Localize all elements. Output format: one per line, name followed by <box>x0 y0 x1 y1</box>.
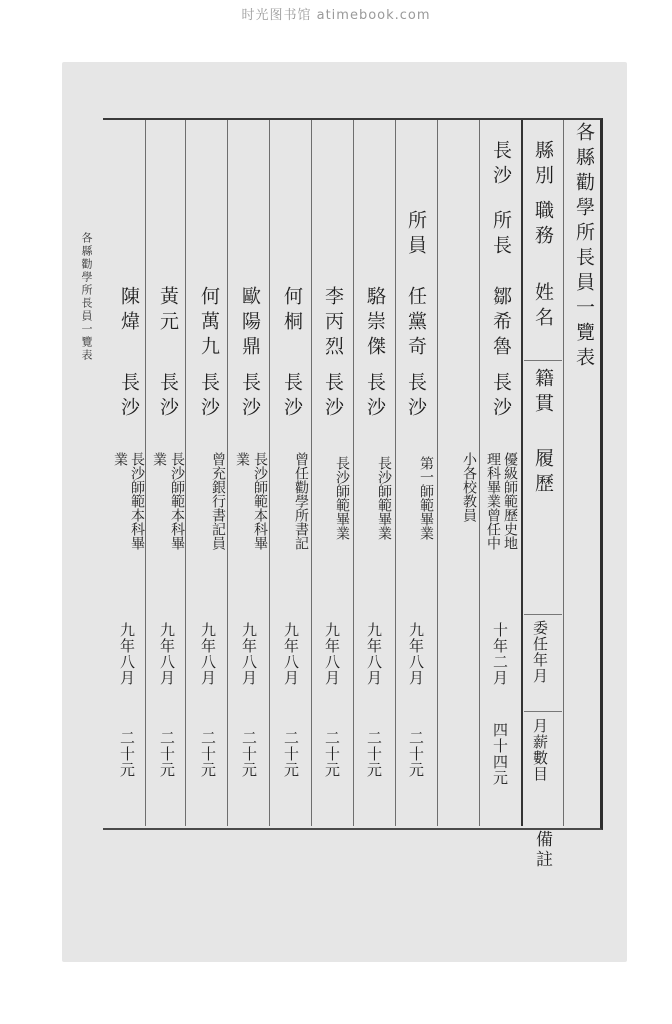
cell-salary: 二十元 <box>199 730 217 778</box>
cell-appointed: 九年八月 <box>158 622 176 686</box>
header-post: 職務 <box>532 200 554 250</box>
cell-career: 長沙師範本科畢 <box>252 452 268 550</box>
cell-county: 長沙 <box>490 140 512 190</box>
header-county: 縣別 <box>532 140 554 190</box>
cell-name: 駱崇傑 <box>364 286 386 361</box>
cell-name: 何桐 <box>281 286 303 336</box>
cell-career: 業 <box>234 452 250 466</box>
cell-native: 長沙 <box>281 372 303 422</box>
cell-career: 長沙師範畢業 <box>376 456 392 540</box>
table-title: 各縣勸學所長員一覽表 <box>573 122 595 372</box>
cell-native: 長沙 <box>364 372 386 422</box>
cell-appointed: 十年二月 <box>491 622 509 686</box>
cell-career: 業 <box>112 452 128 466</box>
cell-career: 業 <box>151 452 167 466</box>
rule <box>395 120 396 826</box>
cell-name: 黃元 <box>157 286 179 336</box>
cell-appointed: 九年八月 <box>407 622 425 686</box>
margin-title: 各縣勸學所長員一覽表 <box>80 232 93 362</box>
cell-salary: 二十元 <box>407 730 425 778</box>
header-career: 履歷 <box>532 448 554 498</box>
rule <box>563 120 564 826</box>
cell-name: 何萬九 <box>198 286 220 361</box>
rule <box>524 711 562 712</box>
cell-salary: 二十元 <box>158 730 176 778</box>
cell-name: 鄒希魯 <box>490 286 512 361</box>
cell-career: 曾任勸學所書記 <box>293 452 309 550</box>
cell-name: 任黨奇 <box>405 286 427 361</box>
header-remarks: 備註 <box>532 830 552 870</box>
cell-career: 優級師範歷史地 <box>502 452 518 550</box>
cell-salary: 二十元 <box>282 730 300 778</box>
cell-name: 陳煒 <box>118 286 140 336</box>
cell-native: 長沙 <box>490 372 512 422</box>
cell-salary: 二十元 <box>365 730 383 778</box>
rule <box>311 120 312 826</box>
cell-native: 長沙 <box>239 372 261 422</box>
cell-career: 曾充銀行書記員 <box>210 452 226 550</box>
cell-native: 長沙 <box>322 372 344 422</box>
cell-salary: 二十元 <box>118 730 136 778</box>
rule <box>524 360 562 361</box>
cell-salary: 四十四元 <box>491 722 509 786</box>
rule <box>479 120 480 826</box>
cell-native: 長沙 <box>198 372 220 422</box>
cell-appointed: 九年八月 <box>365 622 383 686</box>
cell-appointed: 九年八月 <box>323 622 341 686</box>
cell-native: 長沙 <box>118 372 140 422</box>
cell-native: 長沙 <box>405 372 427 422</box>
cell-post: 所員 <box>405 210 427 260</box>
header-native: 籍貫 <box>532 368 554 418</box>
cell-career: 小各校教員 <box>461 452 477 522</box>
cell-appointed: 九年八月 <box>282 622 300 686</box>
cell-name: 歐陽鼎 <box>239 286 261 361</box>
header-name: 姓名 <box>532 282 554 332</box>
rule <box>524 614 562 615</box>
cell-salary: 二十元 <box>240 730 258 778</box>
rule <box>437 120 438 826</box>
header-salary: 月薪數目 <box>531 718 549 782</box>
cell-post: 所長 <box>490 210 512 260</box>
header-appointed: 委任年月 <box>531 620 549 684</box>
cell-appointed: 九年八月 <box>240 622 258 686</box>
watermark: 时光图书馆 atimebook.com <box>241 8 431 23</box>
cell-salary: 二十元 <box>323 730 341 778</box>
cell-appointed: 九年八月 <box>199 622 217 686</box>
cell-native: 長沙 <box>157 372 179 422</box>
cell-career: 第一師範畢業 <box>418 456 434 540</box>
cell-career: 理科畢業曾任中 <box>485 452 501 550</box>
cell-name: 李丙烈 <box>322 286 344 361</box>
cell-appointed: 九年八月 <box>118 622 136 686</box>
rule <box>521 120 523 826</box>
cell-career: 長沙師範畢業 <box>334 456 350 540</box>
cell-career: 長沙師範本科畢 <box>129 452 145 550</box>
rule <box>353 120 354 826</box>
cell-career: 長沙師範本科畢 <box>169 452 185 550</box>
